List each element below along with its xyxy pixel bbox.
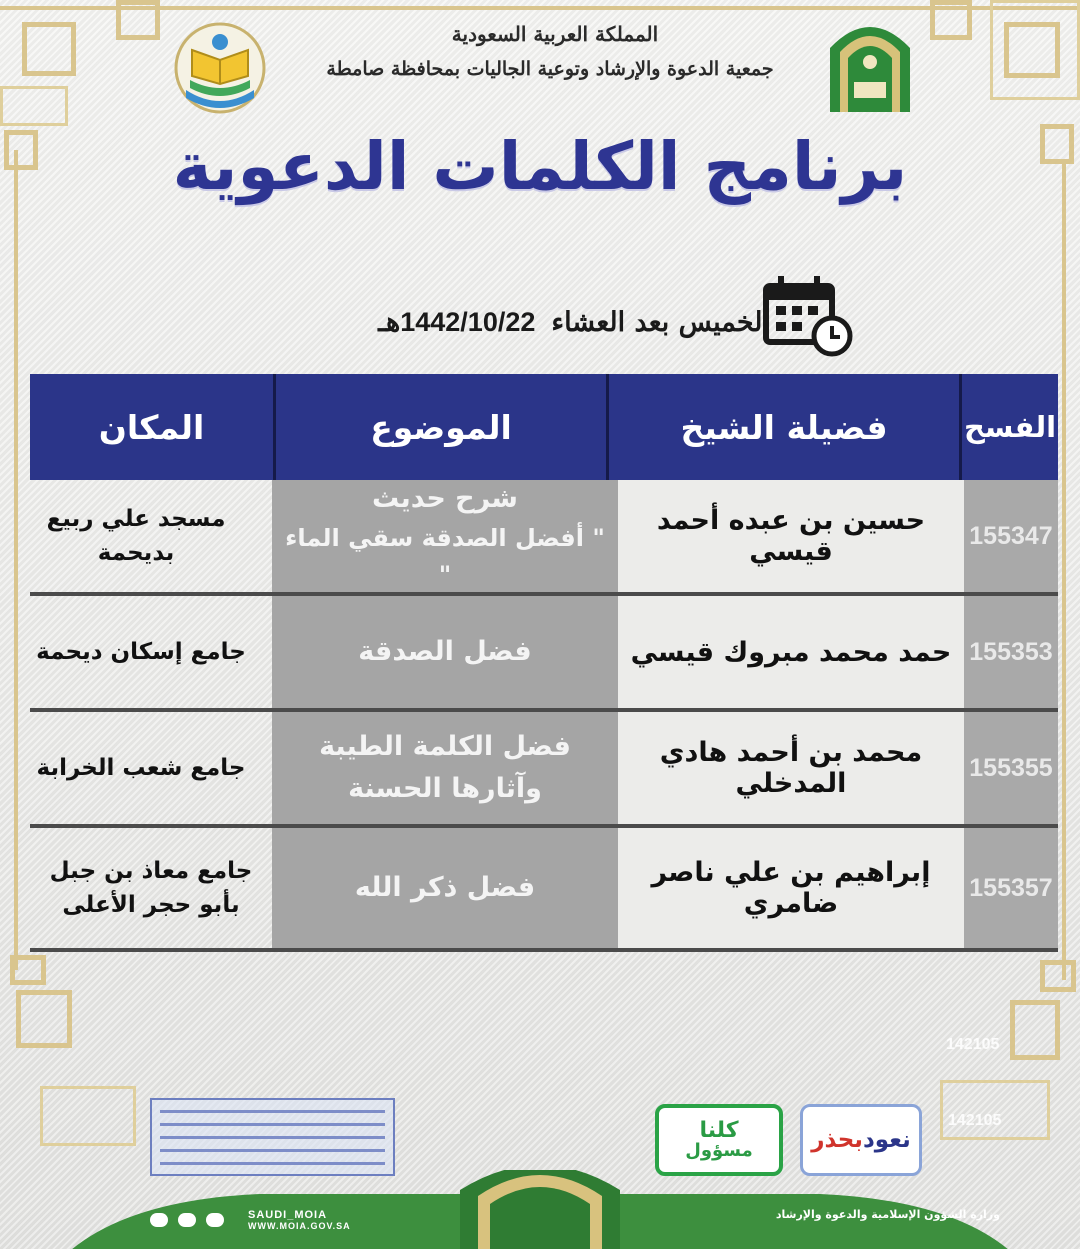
badge-red-part2: بحذر <box>811 1127 863 1153</box>
watermark-number: 142105 <box>948 1112 1002 1129</box>
kingdom-name: المملكة العربية السعودية <box>451 22 659 46</box>
permit-cell: 155347 <box>964 480 1058 592</box>
header-sheikh: فضيلة الشيخ <box>680 407 888 447</box>
social-icon <box>150 1213 168 1227</box>
place-line1: جامع إسكان ديحمة <box>36 638 246 665</box>
topic-cell <box>272 828 618 948</box>
footer-ministry: وزارة الشؤون الإسلامية والدعوة والإرشاد <box>775 1208 1000 1221</box>
deco-square <box>990 0 1080 100</box>
header-divider <box>273 374 276 492</box>
badge-green-line1: كلنا <box>699 1118 739 1143</box>
header-permit: الفسح <box>963 410 1057 444</box>
permit-cell: 155355 <box>964 712 1058 824</box>
frame-top <box>0 6 1080 10</box>
campaign-badge-red <box>800 1104 922 1176</box>
deco-square <box>10 955 46 985</box>
calendar-clock-icon <box>760 272 856 360</box>
footer-handle <box>248 1209 351 1231</box>
page-title: برنامج الكلمات الدعوية <box>172 128 908 205</box>
permit-cell: 155357 <box>964 828 1058 948</box>
topic-line2: وآثارها الحسنة <box>348 773 542 804</box>
footer-handle-line1: SAUDI_MOIA <box>248 1209 328 1221</box>
association-name: جمعية الدعوة والإرشاد وتوعية الجاليات بمحافظة صامطة <box>326 58 774 80</box>
official-stamp <box>150 1098 395 1176</box>
date-row <box>250 296 770 348</box>
social-icon <box>206 1213 224 1227</box>
schedule-date: 1442/10/22هـ <box>378 306 536 337</box>
table-header <box>30 374 1058 480</box>
row-divider <box>30 948 1058 952</box>
deco-square <box>116 0 160 40</box>
deco-square <box>40 1086 136 1146</box>
topic-line1: فضل ذكر الله <box>354 872 536 904</box>
badge-red-part1: نعود <box>862 1127 911 1153</box>
book-emblem-logo <box>168 20 273 115</box>
deco-square <box>930 0 972 40</box>
topic-cell <box>272 480 618 592</box>
topic-line1: شرح حديث <box>372 482 518 514</box>
table-row <box>30 828 1058 948</box>
sheikh-cell: إبراهيم بن علي ناصر ضامري <box>618 828 964 948</box>
mosque-emblem-logo <box>824 12 916 114</box>
place-line1: جامع معاذ بن جبل <box>49 857 253 884</box>
table-row <box>30 596 1058 708</box>
deco-square <box>940 1080 1050 1140</box>
table-row <box>30 480 1058 592</box>
deco-square <box>0 86 68 126</box>
deco-square <box>16 990 72 1048</box>
place-cell <box>10 712 272 824</box>
deco-square <box>22 22 76 76</box>
deco-square <box>1040 960 1076 992</box>
deco-square <box>1010 1000 1060 1060</box>
frame-right <box>1062 160 1066 980</box>
topic-cell <box>272 596 618 708</box>
header-divider <box>959 374 962 492</box>
header-topic: الموضوع <box>370 407 512 447</box>
schedule-day-time: الخميس بعد العشاء <box>551 306 770 338</box>
topic-line2: " أفضل الصدقة سقي الماء " <box>285 523 605 589</box>
badge-green-line2: مسؤول <box>685 1140 753 1162</box>
topic-cell <box>272 712 618 824</box>
deco-square <box>1040 124 1074 164</box>
permit-cell: 155353 <box>964 596 1058 708</box>
header-place: المكان <box>98 407 205 447</box>
place-cell <box>10 596 272 708</box>
header-divider <box>606 374 609 492</box>
deco-square <box>4 130 38 170</box>
sheikh-cell: حمد محمد مبروك قيسي <box>618 596 964 708</box>
place-cell <box>0 480 272 592</box>
place-line2: بأبو حجر الأعلى <box>62 892 240 918</box>
place-cell <box>30 828 272 948</box>
place-line1: مسجد علي ربيع بديحمة <box>46 505 226 566</box>
watermark-number: 142105 <box>946 1036 1000 1053</box>
footer-handle-line2: WWW.MOIA.GOV.SA <box>248 1221 351 1231</box>
campaign-badge-green <box>655 1104 783 1176</box>
table-row <box>30 712 1058 824</box>
topic-line1: فضل الكلمة الطيبة <box>319 731 571 763</box>
place-line1: جامع شعب الخرابة <box>36 754 246 781</box>
sheikh-cell: حسين بن عبده أحمد قيسي <box>618 480 964 592</box>
topic-line1: فضل الصدقة <box>358 636 532 668</box>
social-icon <box>178 1213 196 1227</box>
sheikh-cell: محمد بن أحمد هادي المدخلي <box>618 712 964 824</box>
